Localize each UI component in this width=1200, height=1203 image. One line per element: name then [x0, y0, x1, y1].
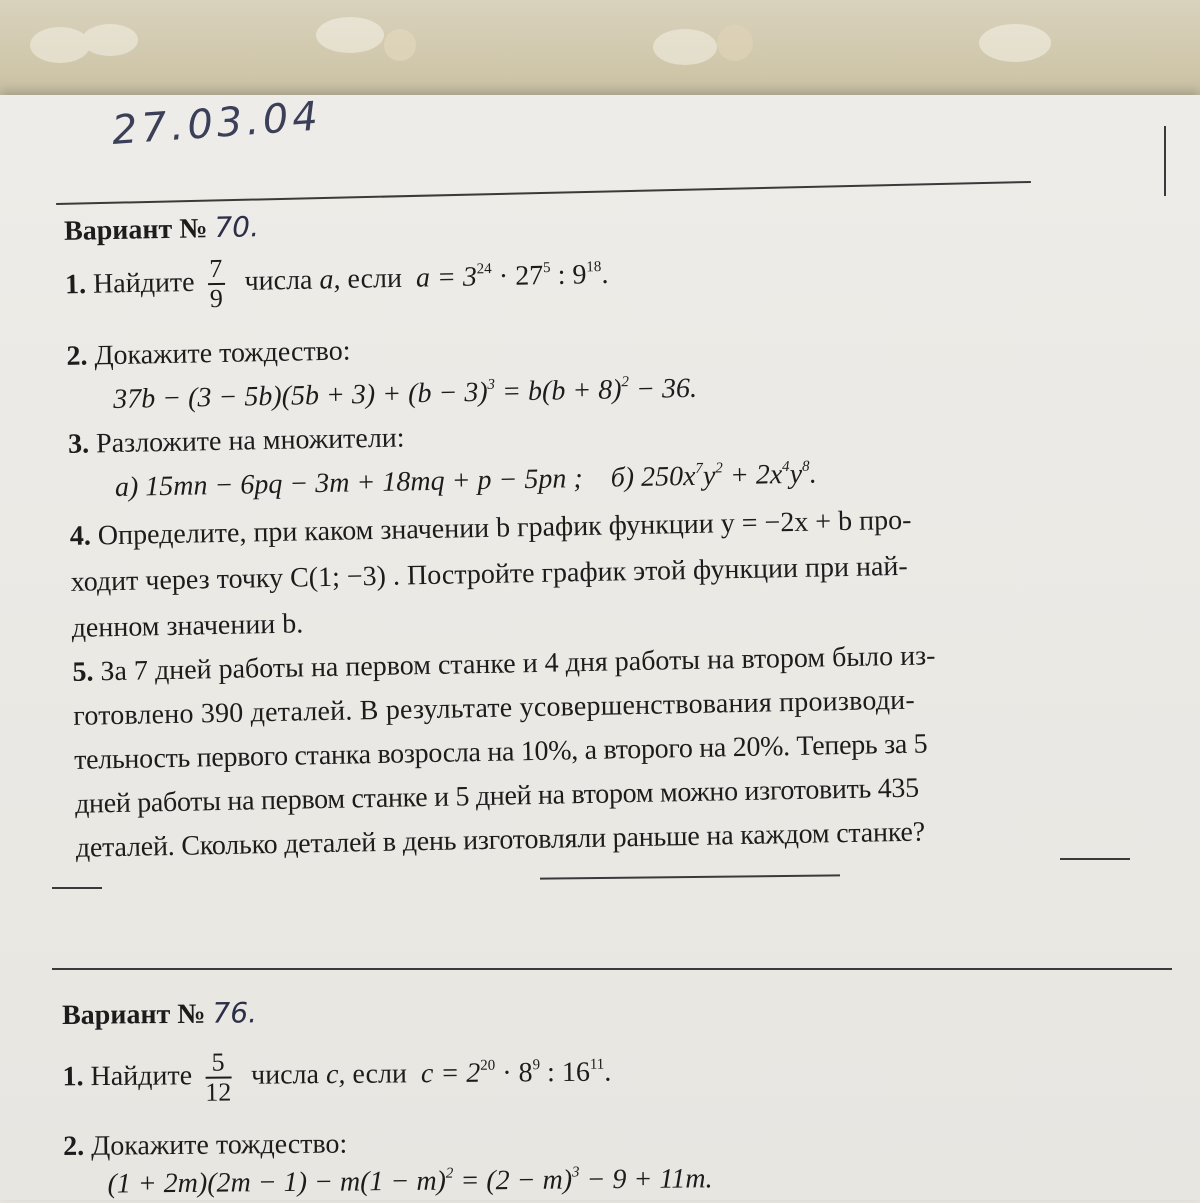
part-a: а) 15mn − 6pq − 3m + 18mq + p − 5pn ; — [114, 463, 583, 503]
problem-4-line-2: ходит через точку C(1; −3) . Постройте график этой функции при най- — [70, 550, 908, 598]
flower-pattern-icon — [640, 15, 770, 85]
problem-2: 2. Докажите тождество: — [66, 335, 351, 372]
variant-number: 76. — [212, 996, 258, 1030]
variant-number: 70. — [214, 210, 260, 245]
problem-5-line-3: тельность первого станка возросла на 10%, а второго на 20%. Теперь за 5 — [73, 728, 928, 776]
problem-5-line-4: дней работы на первом станке и 5 дней на втором можно изготовить 435 — [74, 772, 920, 820]
problem-4-line-1: 4. Определите, при каком значении b график функции y = −2x + b про- — [69, 504, 912, 552]
flower-pattern-icon — [300, 5, 430, 75]
fraction: $\frac{7}{9}$ — [209, 253, 224, 314]
problem-2-formula: $(1 + 2m)(2m - 1) - m(1 - m)^2 = (2 - m)^3 - 9 + 11m$. — [107, 1163, 713, 1200]
separator-dash — [52, 887, 102, 889]
middle-rule — [52, 968, 1172, 970]
separator-dash — [1060, 858, 1130, 860]
problem-5-line-5: деталей. Сколько деталей в день изготовляли раньше на каждом станке? — [75, 816, 926, 864]
flower-pattern-icon — [20, 10, 150, 80]
problem-2: 2. Докажите тождество: — [63, 1128, 348, 1162]
flower-pattern-icon — [960, 8, 1090, 78]
problem-2-formula: $37b - (3 - 5b)(5b + 3) + (b - 3)^3 = b(b + 8)^2 - 36$. — [112, 372, 698, 416]
variant-title: Вариант № 70. — [63, 210, 260, 247]
problem-3: 3. Разложите на множители: — [67, 422, 405, 460]
variant-title: Вариант № 76. — [61, 996, 258, 1031]
problem-4-line-3: денном значении b. — [71, 608, 304, 644]
problem-1: 1. Найдите $\frac{7}{9}$ числа a, если $a = 3^{24} \cdot 27^5$ : $9^{18}$. — [64, 253, 609, 314]
problem-5-line-2: готовлено 390 деталей. В результате усовершенствования производи- — [73, 684, 916, 732]
problem-5-line-1: 5. За 7 дней работы на первом станке и 4 дня работы на втором было из- — [72, 640, 936, 688]
handwritten-date: 27.03.04 — [110, 93, 324, 154]
problem-1: 1. Найдите $\frac{5}{12}$ числа c, если $c = 2^{20} \cdot 8^9$ : $16^{11}$. — [62, 1047, 612, 1107]
fraction: $\frac{5}{12}$ — [205, 1047, 232, 1107]
margin-mark — [1164, 126, 1166, 196]
part-b: б) $250x^7y^2 + 2x^4y^8$. — [610, 458, 817, 494]
